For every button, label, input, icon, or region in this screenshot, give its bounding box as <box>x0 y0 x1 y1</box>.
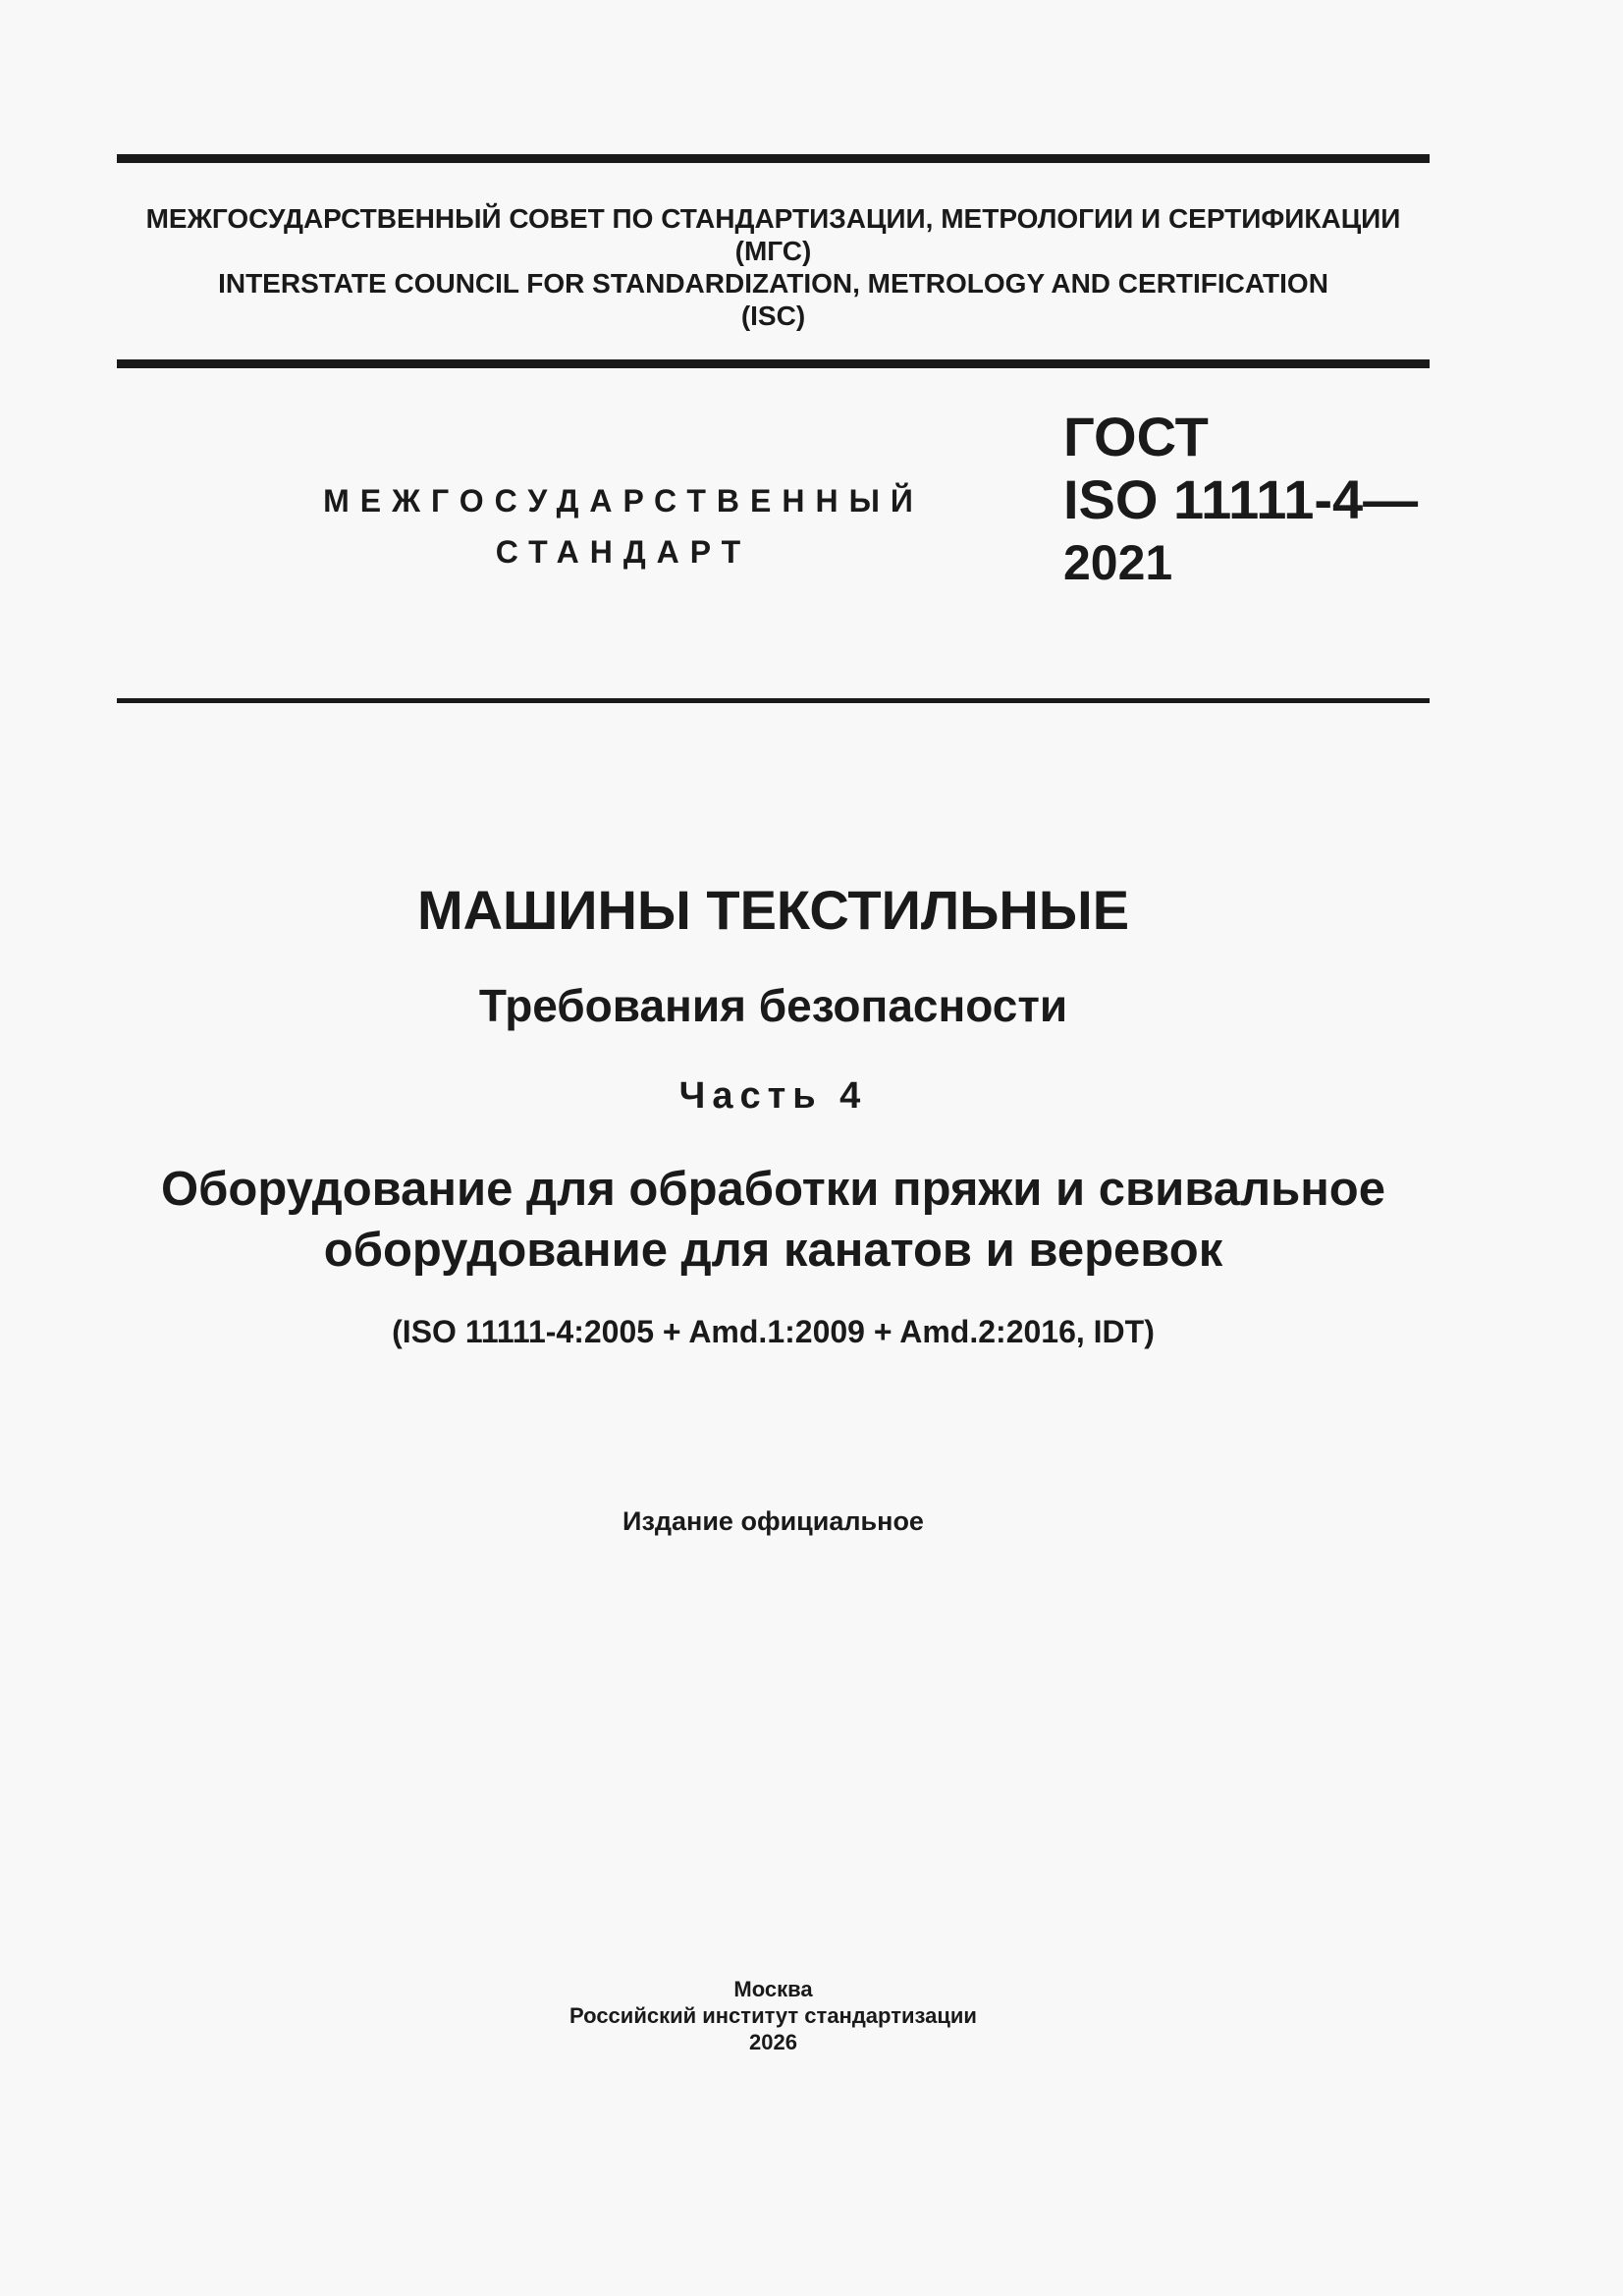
imprint-city: Москва <box>733 1977 813 2001</box>
part-title <box>117 1159 1430 1281</box>
iso-identity: (ISO 11111-4:2005 + Amd.1:2009 + Amd.2:2016, IDT) <box>392 1314 1155 1349</box>
council-name-ru: МЕЖГОСУДАРСТВЕННЫЙ СОВЕТ ПО СТАНДАРТИЗАЦИИ, МЕТРОЛОГИИ И СЕРТИФИКАЦИИ <box>145 203 1401 234</box>
imprint-year: 2026 <box>749 2030 797 2054</box>
council-abbr-ru: (МГС) <box>734 236 812 266</box>
council-abbr-en: (ISC) <box>740 301 806 331</box>
imprint <box>117 1976 1430 2055</box>
part-number: Часть 4 <box>678 1075 868 1117</box>
standard-type-line1: МЕЖГОСУДАРСТВЕННЫЙ <box>323 483 924 519</box>
standard-designation <box>1063 406 1418 594</box>
part-title-line1: Оборудование для обработки пряжи и свивальное <box>161 1163 1385 1216</box>
imprint-publisher: Российский институт стандартизации <box>569 2003 977 2028</box>
part-title-line2: оборудование для канатов и веревок <box>323 1224 1223 1277</box>
council-header <box>117 202 1430 332</box>
council-name-en: INTERSTATE COUNCIL FOR STANDARDIZATION, METROLOGY AND CERTIFICATION <box>218 268 1328 299</box>
designation-year: 2021 <box>1063 535 1173 590</box>
lower-rule <box>117 698 1430 703</box>
standard-type-label <box>295 475 952 577</box>
standard-type-line2: СТАНДАРТ <box>495 534 752 570</box>
designation-prefix: ГОСТ <box>1063 406 1209 467</box>
designation-number: ISO 11111-4— <box>1063 468 1419 530</box>
middle-rule <box>117 359 1430 368</box>
edition-label: Издание официальное <box>622 1506 924 1536</box>
top-rule <box>117 154 1430 163</box>
document-subtitle: Требования безопасности <box>478 980 1068 1031</box>
document-title: МАШИНЫ ТЕКСТИЛЬНЫЕ <box>416 879 1130 941</box>
